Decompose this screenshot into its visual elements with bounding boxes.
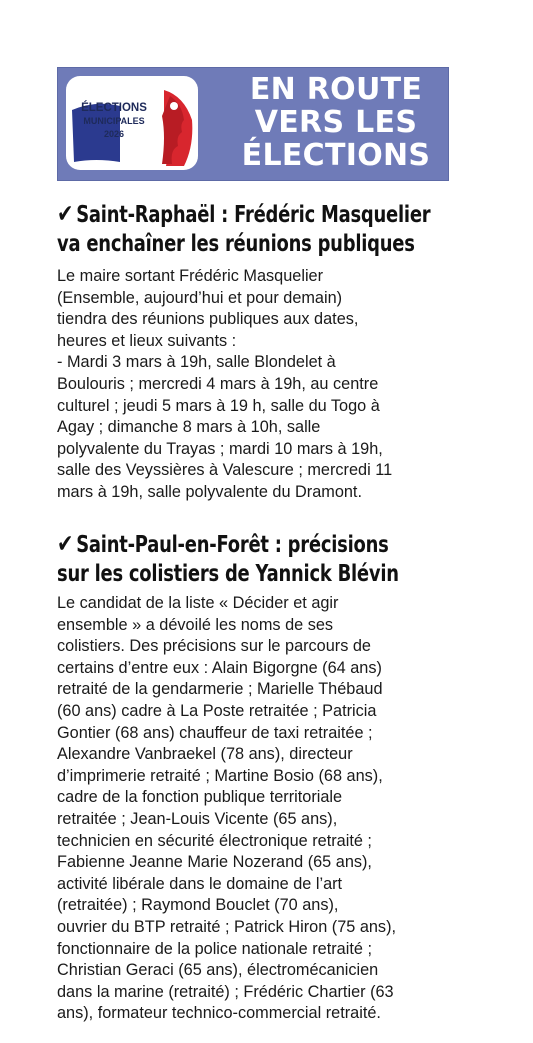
badge-line-2: MUNICIPALES	[83, 116, 145, 126]
section-title-line-1: EN ROUTE	[249, 72, 423, 107]
article-2-headline	[57, 529, 525, 589]
article-2-body	[57, 593, 477, 1025]
badge-line-3: 2026	[103, 129, 125, 139]
article-2-line: Christian Geraci (65 ans), électromécanicien	[57, 961, 379, 980]
section-banner	[57, 67, 449, 181]
article-1-line: Le maire sortant Frédéric Masquelier	[57, 267, 324, 285]
article-1-line: (Ensemble, aujourd’hui et pour demain)	[57, 288, 343, 307]
article-2-line: colistiers. Des précisions sur le parcours de	[57, 637, 371, 656]
article-2-line: (retraitée) ; Raymond Bouclet (70 ans),	[57, 896, 339, 915]
article-1-body	[57, 266, 477, 504]
article-1-line: tiendra des réunions publiques aux dates,	[57, 310, 359, 329]
article-2-line: cadre de la fonction publique territoriale	[57, 788, 343, 807]
article-2-line: retraitée ; Jean-Louis Vicente (65 ans),	[57, 809, 338, 828]
article-2-line: (60 ans) cadre à La Poste retraitée ; Patricia	[57, 701, 377, 720]
article-2-line: certains d’entre eux : Alain Bigorgne (64 ans)	[57, 658, 382, 677]
article-1-line: - Mardi 3 mars à 19h, salle Blondelet à	[57, 353, 336, 372]
badge-line-1: ÉLECTIONS	[81, 102, 147, 114]
article-1-headline-line-2: va enchaîner les réunions publiques	[57, 231, 415, 257]
checkmark-icon: ✔	[57, 529, 74, 558]
article-2-headline-line-2: sur les colistiers de Yannick Blévin	[57, 561, 399, 587]
article-1-line: salle des Veyssières à Valescure ; mercredi 11	[57, 461, 393, 480]
checkmark-icon: ✔	[57, 199, 74, 228]
article-1-line: culturel ; jeudi 5 mars à 19 h, salle du Togo à	[57, 396, 380, 415]
article-2-line: dans la marine (retraité) ; Frédéric Chartier (63	[57, 982, 394, 1001]
article-1-line: polyvalente du Trayas ; mardi 10 mars à 19h,	[57, 439, 383, 458]
section-title	[230, 73, 442, 172]
article-1-line: Agay ; dimanche 8 mars à 10h, salle	[57, 418, 321, 437]
article-2-line: retraité de la gendarmerie ; Marielle Thébaud	[57, 680, 383, 699]
article-2-headline-line-1: Saint-Paul-en-Forêt : précisions	[76, 532, 389, 558]
article-2-line: Gontier (68 ans) chauffeur de taxi retraitée ;	[57, 723, 373, 742]
article-1-line: Boulouris ; mercredi 4 mars à 19h, au centre	[57, 374, 379, 393]
article-2-line: Le candidat de la liste « Décider et agir	[57, 594, 339, 612]
elections-logo	[66, 76, 198, 170]
section-title-line-3: ÉLECTIONS	[241, 138, 431, 173]
article-2-line: Alexandre Vanbraekel (78 ans), directeur	[57, 745, 353, 764]
article-2-line: Fabienne Jeanne Marie Nozerand (65 ans),	[57, 853, 372, 872]
article-1-headline	[57, 199, 525, 259]
article-2-line: ouvrier du BTP retraité ; Patrick Hiron (75 ans),	[57, 917, 397, 936]
article-1-headline-line-1: Saint-Raphaël : Frédéric Masquelier	[76, 202, 431, 228]
article-2-line: ensemble » a dévoilé les noms de ses	[57, 615, 334, 634]
article-1-line: heures et lieux suivants :	[57, 331, 237, 350]
article-2-line: d’imprimerie retraité ; Martine Bosio (68 ans),	[57, 766, 383, 785]
article-2-line: activité libérale dans le domaine de l’art	[57, 874, 343, 893]
article-2-line: technicien en sécurité électronique retraité ;	[57, 831, 372, 850]
section-title-line-2: VERS LES	[254, 105, 418, 140]
article-2-line: fonctionnaire de la police nationale retraité ;	[57, 939, 372, 958]
article-2-line: ans), formateur technico-commercial retraité.	[57, 1004, 381, 1023]
article-1-line: mars à 19h, salle polyvalente du Dramont.	[57, 482, 362, 501]
